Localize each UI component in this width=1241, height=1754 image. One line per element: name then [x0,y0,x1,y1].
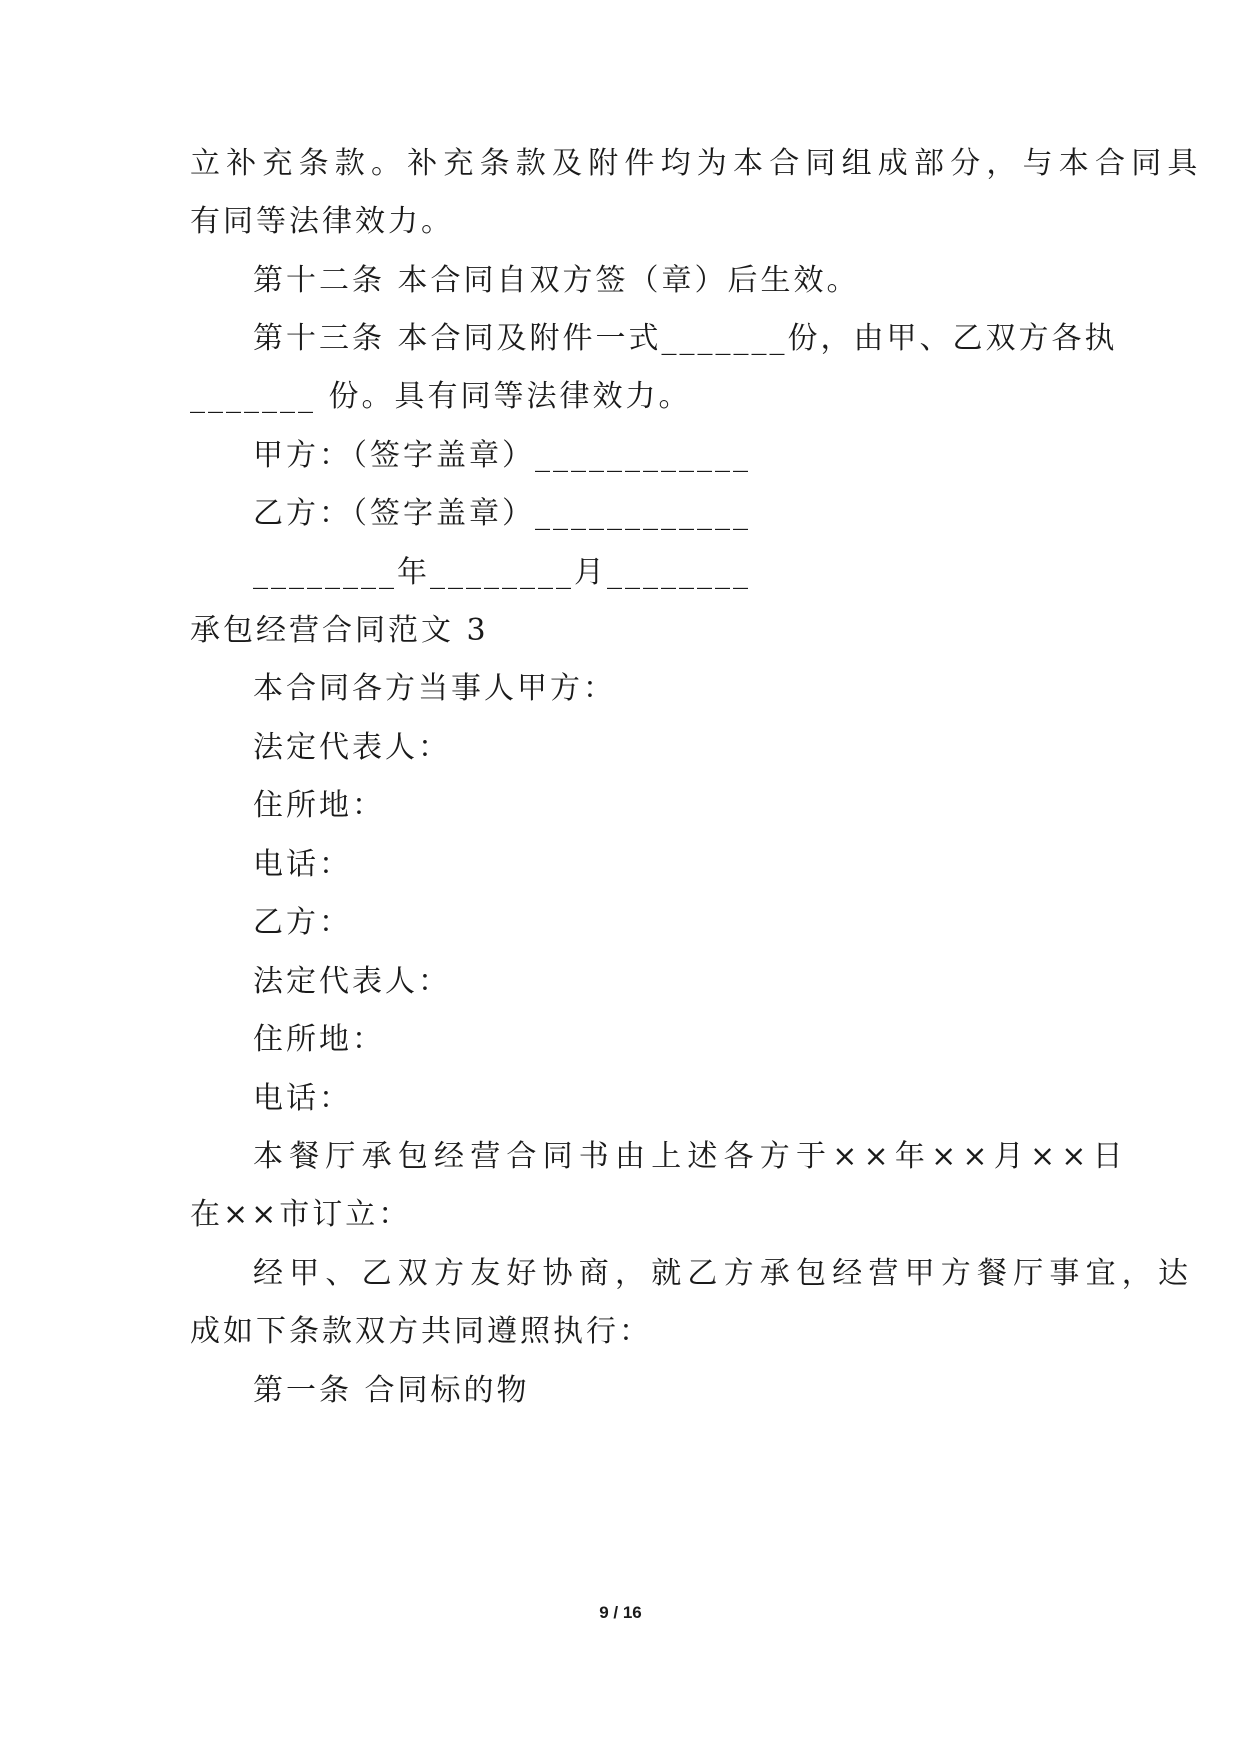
page-number: 9 / 16 [599,1603,642,1622]
party-a-signature: 甲方：（签字盖章）____________ [253,438,751,473]
paragraph-line: _______ 份。具有同等法律效力。 [190,379,692,414]
signature-date: ________年________月________ [253,555,751,590]
phone-b: 电话： [253,1081,352,1116]
paragraph-line: 本餐厅承包经营合同书由上述各方于××年××月××日 [253,1139,1129,1174]
clause-12: 第十二条 本合同自双方签（章）后生效。 [253,263,860,298]
party-b-signature: 乙方：（签字盖章）____________ [253,496,751,531]
paragraph-line: 经甲、乙双方友好协商，就乙方承包经营甲方餐厅事宜，达 [253,1256,1195,1291]
party-a-label: 本合同各方当事人甲方： [253,671,616,706]
paragraph-line: 成如下条款双方共同遵照执行： [190,1314,652,1349]
clause-13: 第十三条 本合同及附件一式_______份，由甲、乙双方各执 [253,321,1118,356]
phone-a: 电话： [253,847,352,882]
address-b: 住所地： [253,1022,385,1057]
section-heading: 承包经营合同范文 3 [190,613,489,648]
paragraph-line: 在××市订立： [190,1197,412,1232]
address-a: 住所地： [253,788,385,823]
legal-representative-a: 法定代表人： [253,730,451,765]
paragraph-line: 立补充条款。补充条款及附件均为本合同组成部分，与本合同具 [190,146,1204,181]
clause-1-heading: 第一条 合同标的物 [253,1373,530,1408]
legal-representative-b: 法定代表人： [253,964,451,999]
paragraph-line: 有同等法律效力。 [190,204,454,239]
party-b-label: 乙方： [253,905,352,940]
